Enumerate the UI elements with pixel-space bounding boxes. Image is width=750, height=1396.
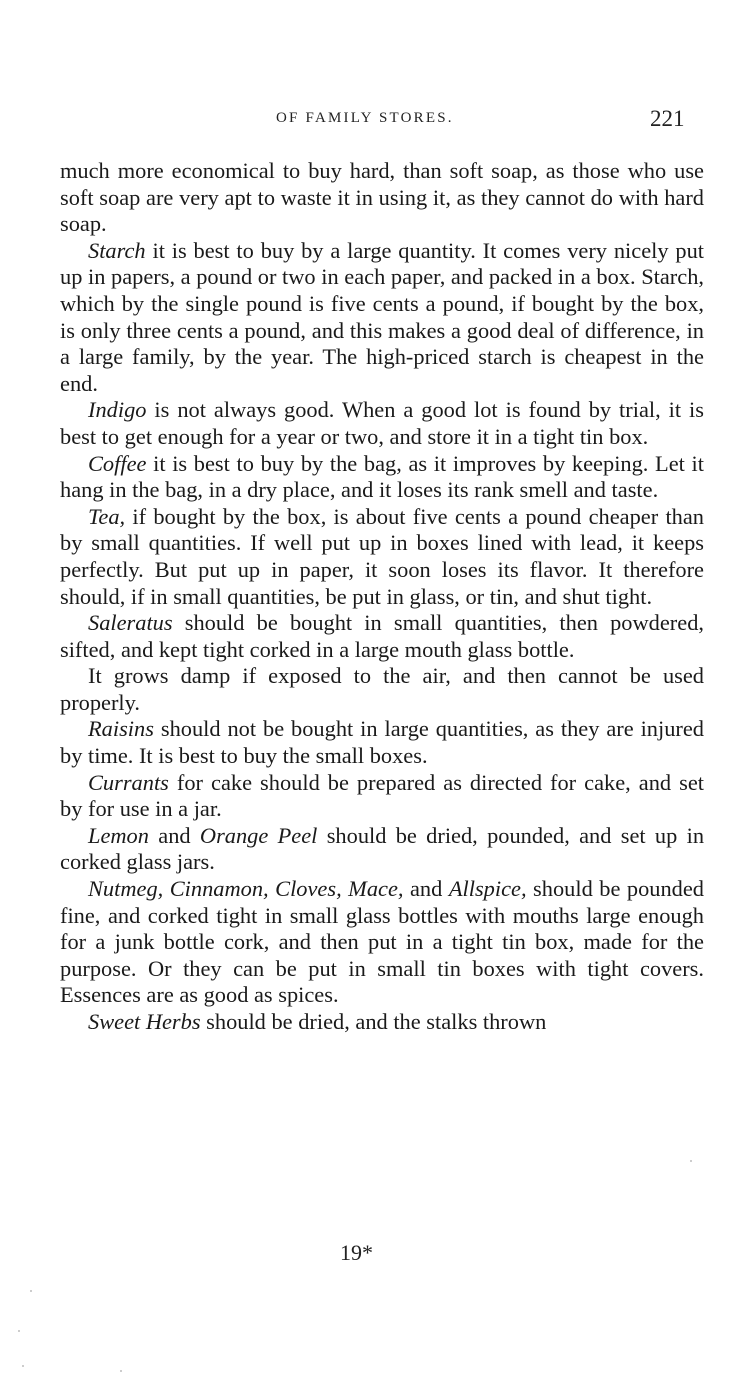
paragraph-text: it is best to buy by the bag, as it improves by keeping. Let it hang in the bag, in a dry place, and it loses its rank smell and taste. [60, 450, 704, 503]
paragraph-raisins [60, 716, 704, 769]
paragraph-indigo [60, 397, 704, 450]
paragraph-lead-term: Saleratus [88, 610, 173, 636]
paragraph-connector: and [148, 822, 200, 848]
paragraph-lemon-orange-peel [60, 823, 704, 876]
paragraph-tea [60, 504, 704, 610]
paper-speck [690, 1160, 692, 1162]
paper-speck [120, 1370, 122, 1372]
running-head [0, 106, 750, 136]
signature-mark: 19* [340, 1240, 373, 1265]
paragraph-spices [60, 876, 704, 1009]
paragraph-text: should be bought in small quantities, then powdered, sifted, and kept tight corked in a large mouth glass bottle. [60, 610, 704, 662]
paper-speck [30, 1290, 32, 1292]
paragraph-text: is not always good. When a good lot is found by trial, it is best to get enough for a year or two, and store it in a tight tin box. [60, 397, 704, 449]
paragraph-text: should be dried, pounded, and set up in corked glass jars. [60, 822, 705, 875]
paragraph-text: should be pounded fine, and corked tight in small glass bottles with mouths large enough for a junk bottle cork, and then put in a tight tin box, made for the purpose. Or they can be put in small tin boxes with tight covers. Essences are as good as spices. [60, 876, 704, 1008]
paragraph-text: much more economical to buy hard, than soft soap, as those who use soft soap are very apt to waste it in using it, as they cannot do with hard soap. [60, 158, 704, 237]
paragraph-lead-term: Coffee [88, 450, 147, 476]
paragraph-soap-continuation [60, 158, 704, 238]
paragraph-text: if bought by the box, is about five cents a pound cheaper than by small quantities. If well put up in boxes lined with lead, it keeps perfectly. But put up in paper, it soon loses its flavor. It therefore should, if in small quantities, be put in glass, or tin, and shut tight. [60, 503, 704, 609]
paper-speck [22, 1365, 24, 1367]
paragraph-currants [60, 770, 704, 823]
body-text [60, 158, 704, 1036]
paragraph-lead-term-2: Orange Peel [199, 822, 318, 848]
paper-speck [18, 1330, 20, 1332]
page-number: 221 [650, 106, 685, 131]
paragraph-damp-note [60, 663, 704, 716]
paragraph-lead-term: Nutmeg, Cinnamon, Cloves, Mace, [88, 876, 404, 902]
paragraph-lead-term: Currants [88, 769, 169, 795]
paragraph-lead-term: Raisins [88, 716, 154, 742]
paragraph-starch [60, 238, 704, 398]
paragraph-lead-term: Indigo [88, 397, 147, 423]
paragraph-text: should not be bought in large quantities, as they are injured by time. It is best to buy the small boxes. [60, 716, 704, 769]
paragraph-lead-term-2: Allspice, [448, 876, 527, 902]
paragraph-lead-term: Lemon [88, 822, 149, 848]
running-title: OF FAMILY STORES. [276, 110, 454, 126]
paragraph-saleratus [60, 610, 704, 663]
paragraph-text: for cake should be prepared as directed for cake, and set by for use in a jar. [60, 769, 704, 822]
paragraph-sweet-herbs [60, 1009, 704, 1036]
paragraph-text: It grows damp if exposed to the air, and then cannot be used properly. [60, 663, 704, 715]
paragraph-lead-term: Tea, [88, 503, 126, 529]
paragraph-lead-term: Starch [88, 237, 146, 263]
paragraph-text: it is best to buy by a large quantity. It comes very nicely put up in papers, a pound or two in each paper, and packed in a box. Starch, which by the single pound is five cents a pound, if bought by the box, is only three cents a pound, and this makes a good deal of difference, in a large family, by the year. The high-priced starch is cheapest in the end. [60, 237, 704, 396]
paragraph-lead-term: Sweet Herbs [88, 1009, 201, 1034]
paragraph-connector: and [403, 876, 449, 902]
paragraph-coffee [60, 451, 704, 504]
paragraph-text: should be dried, and the stalks thrown [200, 1009, 547, 1034]
